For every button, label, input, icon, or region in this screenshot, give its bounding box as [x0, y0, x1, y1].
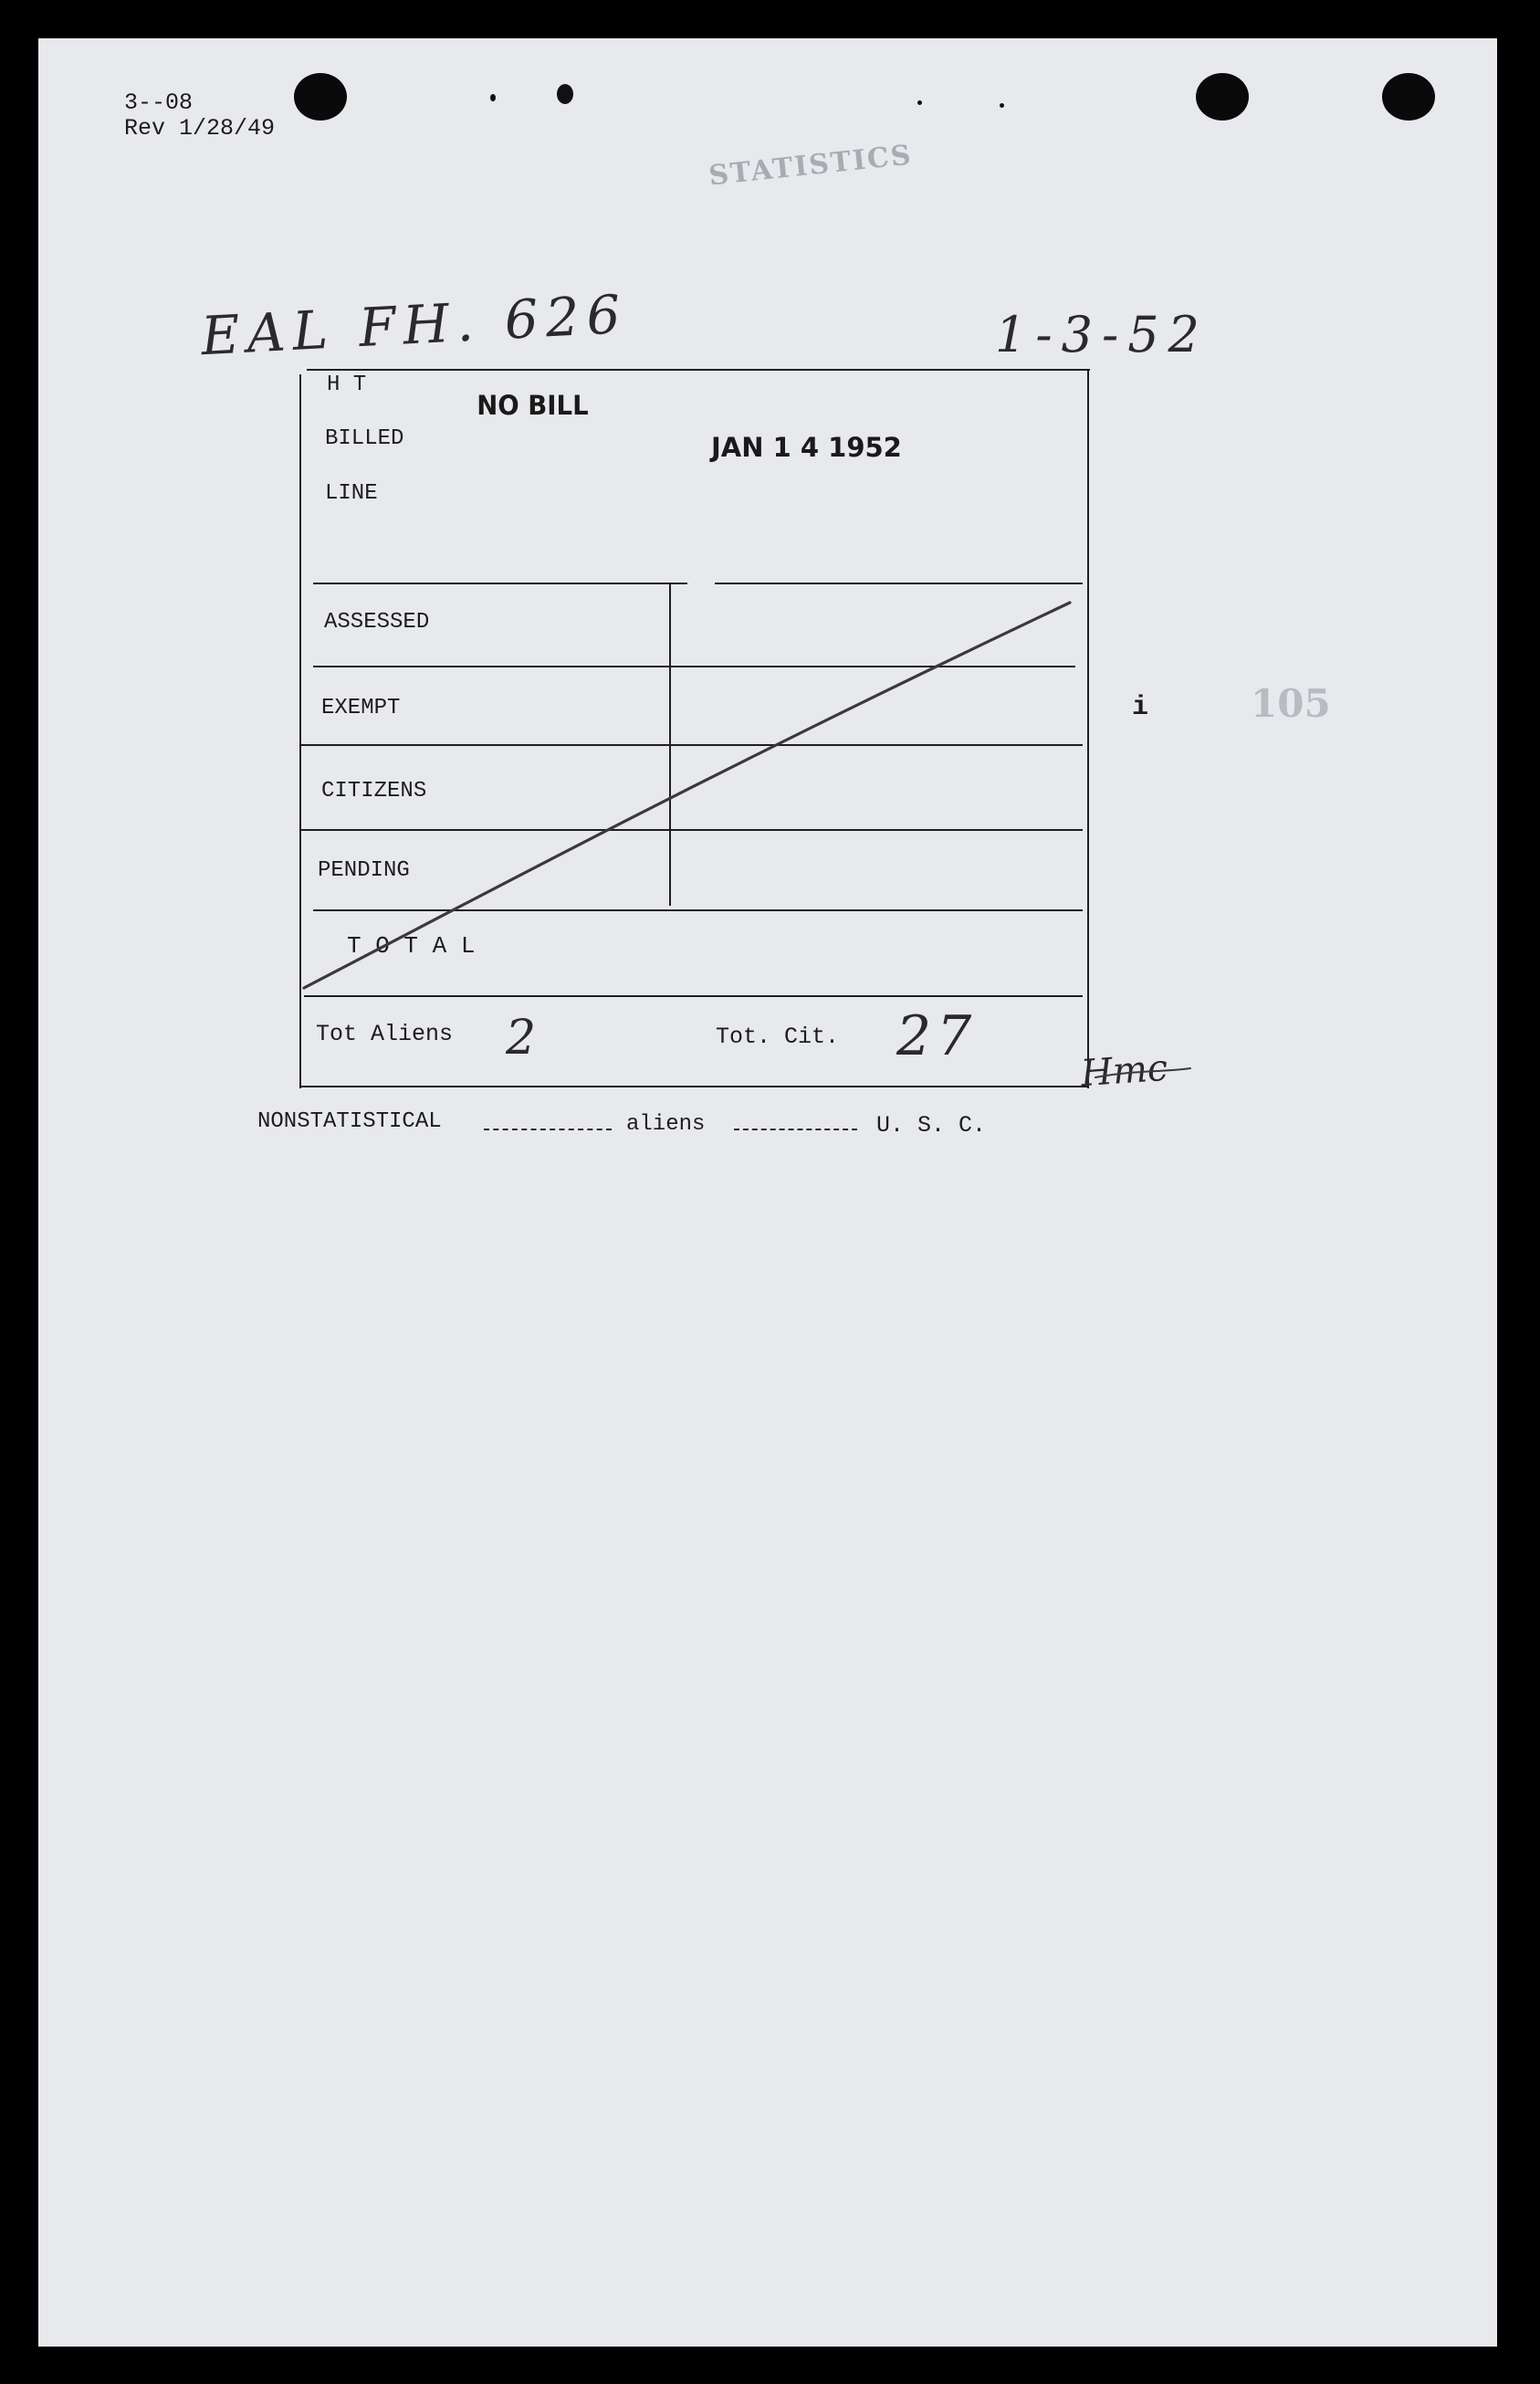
no-bill-stamp: NO BILL [477, 390, 589, 421]
box-bottom-border [299, 1086, 1089, 1087]
handwritten-reference: EAL FH. 626 [199, 282, 630, 368]
punch-hole-3 [1382, 73, 1435, 121]
nonstatistical-label: NONSTATISTICAL [257, 1109, 442, 1134]
tick-mark: i [1132, 692, 1149, 723]
tot-aliens-value: 2 [506, 1011, 537, 1066]
table-rule-top-left [313, 583, 687, 584]
form-revision: Rev 1/28/49 [124, 115, 276, 142]
punch-hole-2 [1196, 73, 1249, 121]
tot-cit-label: Tot. Cit. [716, 1024, 840, 1050]
table-rule-1 [313, 666, 1075, 667]
document-page [38, 38, 1497, 2347]
handwritten-date: 1-3-52 [995, 306, 1209, 363]
date-stamp: JAN 1 4 1952 [711, 432, 902, 463]
ink-speck [557, 84, 573, 104]
row-label-exempt: EXEMPT [321, 696, 401, 720]
box-top-border [307, 369, 1090, 371]
handwritten-initials: Hmc [1079, 1046, 1169, 1096]
label-billed: BILLED [325, 426, 404, 451]
row-label-pending: PENDING [318, 858, 410, 883]
statistics-stamp: STATISTICS [707, 139, 915, 193]
box-left-border [299, 374, 301, 1088]
nonstat-blank-aliens [484, 1129, 612, 1130]
row-label-citizens: CITIZENS [321, 779, 427, 803]
row-label-assessed: ASSESSED [324, 610, 430, 635]
ink-speck [1000, 103, 1004, 108]
table-column-divider [669, 584, 671, 906]
nonstat-blank-usc [734, 1129, 857, 1130]
box-right-border [1087, 369, 1089, 1088]
ink-speck [917, 100, 922, 105]
tot-cit-value: 27 [896, 1004, 978, 1068]
nonstat-aliens-label: aliens [626, 1112, 706, 1137]
table-rule-4 [313, 909, 1083, 911]
table-rule-5 [304, 995, 1083, 997]
ink-speck [490, 94, 496, 101]
label-line: LINE [325, 481, 378, 506]
punch-hole-1 [294, 73, 347, 121]
label-ht: H T [327, 373, 367, 397]
table-rule-3 [301, 829, 1083, 831]
form-number: 3--08 [124, 89, 194, 116]
total-label: T O T A L [347, 932, 476, 960]
nonstat-usc-label: U. S. C. [876, 1112, 987, 1139]
tot-aliens-label: Tot Aliens [316, 1021, 454, 1047]
table-rule-2 [301, 744, 1083, 746]
faint-page-number: 105 [1251, 681, 1331, 726]
table-rule-top-right [715, 583, 1083, 584]
